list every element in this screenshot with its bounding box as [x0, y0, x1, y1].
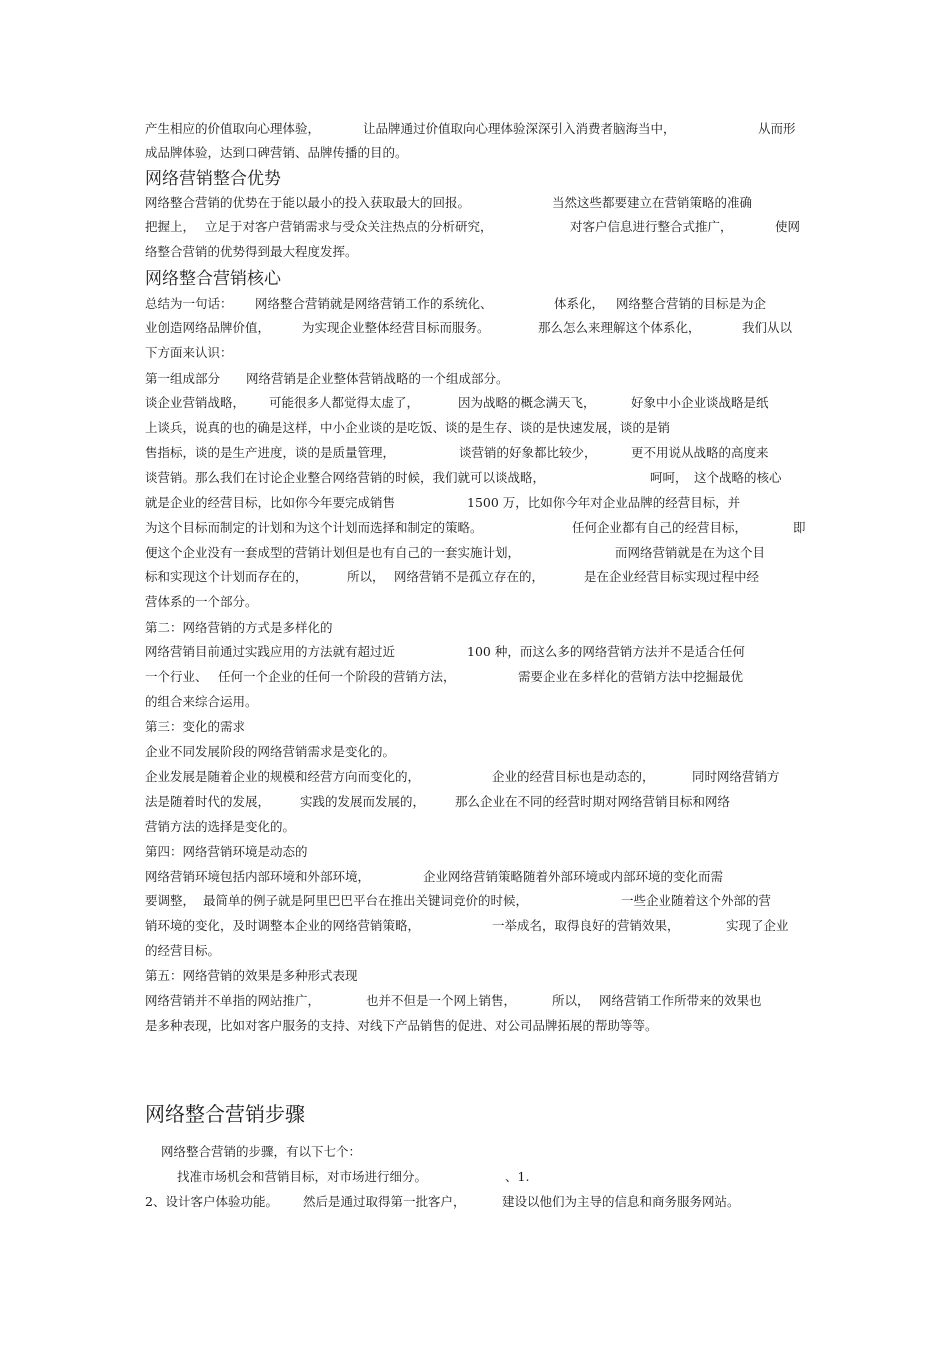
text-segment: 这个战略的核心: [694, 470, 782, 485]
text-segment: 、1.: [505, 1169, 530, 1184]
section-heading: 网络整合营销核心: [145, 269, 281, 289]
paragraph-line: 网络整合营销的步骤，有以下七个：: [161, 1144, 362, 1159]
text-segment: 然后是通过取得第一批客户，: [303, 1194, 466, 1209]
subheading-line: 第二：网络营销的方式是多样化的: [145, 620, 333, 635]
text-segment: 网络整合营销的目标是为企: [616, 296, 767, 311]
text-segment: 所以，: [347, 569, 385, 584]
text-segment: 网络营销工作所带来的效果也: [599, 993, 762, 1008]
text-segment: 更不用说从战略的高度来: [631, 445, 769, 460]
section-heading: 网络整合营销步骤: [145, 1102, 305, 1126]
subheading-line: 第三：变化的需求: [145, 719, 246, 734]
text-segment: 网络整合营销就是网络营销工作的系统化、: [255, 296, 493, 311]
text-segment: 那么企业在不同的经营时期对网络营销目标和网络: [455, 794, 731, 809]
text-segment: 因为战略的概念满天飞，: [458, 395, 596, 410]
text-segment: 网络营销目前通过实践应用的方法就有超过近: [145, 644, 396, 659]
text-segment: 为这个目标而制定的计划和为这个计划而选择和制定的策略。: [145, 520, 483, 535]
paragraph-line: 上谈兵，说真的也的确是这样，中小企业谈的是吃饭、谈的是生存、谈的是快速发展，谈的是销: [145, 420, 671, 435]
text-segment: 网络营销不是孤立存在的，: [394, 569, 545, 584]
paragraph-line: 的组合来综合运用。: [145, 694, 258, 709]
text-segment: 2、设计客户体验功能。: [145, 1194, 278, 1209]
paragraph-line: 络整合营销的优势得到最大程度发挥。: [145, 244, 358, 259]
text-segment: 找准市场机会和营销目标，对市场进行细分。: [177, 1169, 428, 1184]
text-segment: 总结为一句话：: [145, 296, 233, 311]
text-segment: 谈营销。那么我们在讨论企业整合网络营销的时候，我们就可以谈战略，: [145, 470, 546, 485]
text-segment: 好象中小企业谈战略是纸: [631, 395, 769, 410]
text-segment: 当然这些都要建立在营销策略的准确: [552, 195, 753, 210]
text-segment: 企业网络营销策略随着外部环境或内部环境的变化而需: [423, 869, 724, 884]
text-segment: 一些企业随着这个外部的营: [621, 893, 772, 908]
text-segment: 所以，: [552, 993, 590, 1008]
text-segment: 体系化，: [554, 296, 605, 311]
text-segment: 是在企业经营目标实现过程中经: [584, 569, 760, 584]
section-heading: 网络营销整合优势: [145, 169, 281, 189]
text-segment: 从而形: [758, 121, 796, 136]
text-segment: 1500 万，比如你今年对企业品牌的经营目标，并: [467, 495, 741, 510]
paragraph-line: 下方面来认识：: [145, 345, 233, 360]
text-segment: 网络营销并不单指的网站推广，: [145, 993, 321, 1008]
paragraph-line: 营销方法的选择是变化的。: [145, 819, 296, 834]
text-segment: 建设以他们为主导的信息和商务服务网站。: [502, 1194, 740, 1209]
text-segment: 也并不但是一个网上销售，: [366, 993, 517, 1008]
text-segment: 便这个企业没有一套成型的营销计划但是也有自己的一套实施计划，: [145, 545, 521, 560]
text-segment: 同时网络营销方: [692, 769, 780, 784]
paragraph-line: 是多种表现，比如对客户服务的支持、对线下产品销售的促进、对公司品牌拓展的帮助等等。: [145, 1018, 658, 1033]
subheading-line: 第四：网络营销环境是动态的: [145, 844, 308, 859]
text-segment: 要调整，: [145, 893, 196, 908]
text-segment: 企业的经营目标也是动态的，: [492, 769, 655, 784]
paragraph-line: 成品牌体验，达到口碑营销、品牌传播的目的。: [145, 145, 408, 160]
text-segment: 产生相应的价值取向心理体验，: [145, 121, 321, 136]
text-segment: 那么怎么来理解这个体系化，: [538, 320, 701, 335]
text-segment: 即: [793, 520, 806, 535]
text-segment: 谈营销的好象都比较少，: [459, 445, 597, 460]
paragraph-line: 营体系的一个部分。: [145, 594, 258, 609]
text-segment: 需要企业在多样化的营销方法中挖掘最优: [518, 669, 744, 684]
text-segment: 任何一个企业的任何一个阶段的营销方法，: [218, 669, 456, 684]
text-segment: 我们从以: [742, 320, 793, 335]
text-segment: 销环境的变化，及时调整本企业的网络营销策略，: [145, 918, 421, 933]
text-segment: 把握上，: [145, 219, 196, 234]
text-segment: 标和实现这个计划而存在的，: [145, 569, 308, 584]
text-segment: 实践的发展而发展的，: [300, 794, 426, 809]
subheading-line: 第五：网络营销的效果是多种形式表现: [145, 968, 358, 983]
text-segment: 企业发展是随着企业的规模和经营方向而变化的，: [145, 769, 421, 784]
text-segment: 就是企业的经营目标，比如你今年要完成销售: [145, 495, 396, 510]
text-segment: 让品牌通过价值取向心理体验深深引入消费者脑海当中，: [363, 121, 676, 136]
text-segment: 售指标，谈的是生产进度，谈的是质量管理，: [145, 445, 396, 460]
text-segment: 一举成名，取得良好的营销效果，: [492, 918, 680, 933]
text-segment: 为实现企业整体经营目标而服务。: [302, 320, 490, 335]
text-segment: 对客户信息进行整合式推广，: [570, 219, 733, 234]
text-segment: 呵呵，: [650, 470, 688, 485]
text-segment: 最简单的例子就是阿里巴巴平台在推出关键词竞价的时候，: [203, 893, 529, 908]
text-segment: 一个行业、: [145, 669, 208, 684]
paragraph-line: 企业不同发展阶段的网络营销需求是变化的。: [145, 744, 396, 759]
text-segment: 使网: [775, 219, 801, 234]
text-segment: 网络营销是企业整体营销战略的一个组成部分。: [246, 371, 509, 386]
text-segment: 网络营销环境包括内部环境和外部环境，: [145, 869, 371, 884]
text-segment: 业创造网络品牌价值，: [145, 320, 271, 335]
text-segment: 可能很多人都觉得太虚了，: [269, 395, 420, 410]
paragraph-line: 的经营目标。: [145, 943, 221, 958]
text-segment: 100 种，而这么多的网络营销方法并不是适合任何: [467, 644, 745, 659]
text-segment: 实现了企业: [726, 918, 789, 933]
text-segment: 谈企业营销战略，: [145, 395, 246, 410]
text-segment: 第一组成部分: [145, 371, 221, 386]
text-segment: 任何企业都有自己的经营目标，: [572, 520, 748, 535]
text-segment: 立足于对客户营销需求与受众关注热点的分析研究，: [205, 219, 493, 234]
text-segment: 而网络营销就是在为这个目: [615, 545, 766, 560]
text-segment: 网络整合营销的优势在于能以最小的投入获取最大的回报。: [145, 195, 471, 210]
text-segment: 法是随着时代的发展，: [145, 794, 271, 809]
